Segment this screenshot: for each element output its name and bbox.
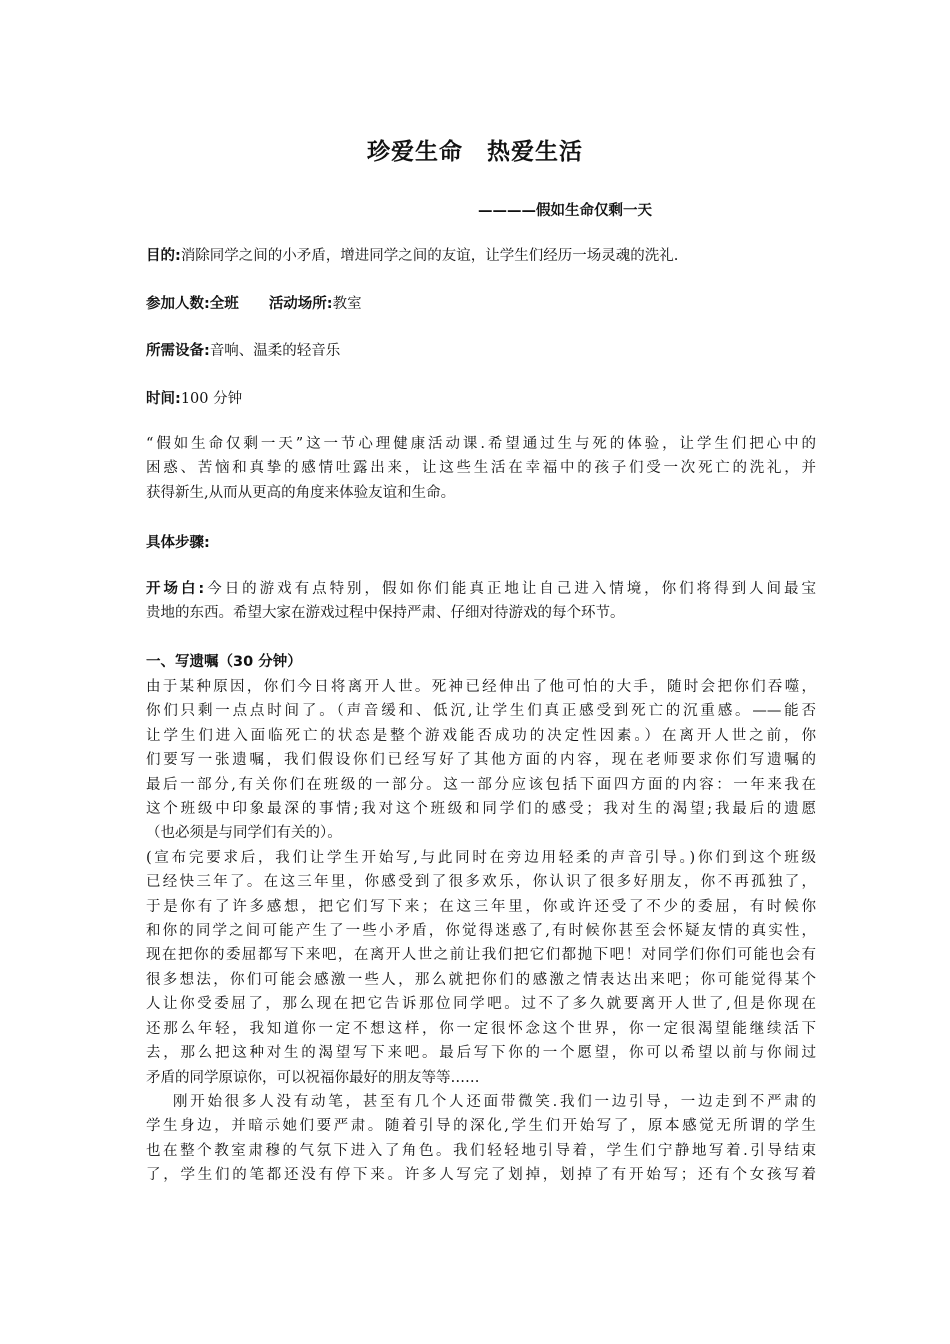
body-line: 人让你受委屈了，那么现在把它告诉那位同学吧。过不了多久就要离开人世了,但是你现在 xyxy=(146,996,816,1013)
steps-heading: 具体步骤: xyxy=(146,535,210,551)
body-line: 你们只剩一点点时间了。（声音缓和、低沉,让学生们真正感受到死亡的沉重感。——能否 xyxy=(146,703,816,720)
body-line: 由于某种原因，你们今日将离开人世。死神已经伸出了他可怕的大手，随时会把你们吞噬， xyxy=(146,679,816,695)
equipment-line xyxy=(146,341,340,361)
body-line: 这个班级中印象最深的事情;我对这个班级和同学们的感受；我对生的渴望;我最后的遗愿 xyxy=(146,801,816,818)
body-line: 刚开始很多人没有动笔，甚至有几个人还面带微笑.我们一边引导，一边走到不严肃的 xyxy=(173,1093,816,1110)
intro-paragraph xyxy=(146,432,816,505)
body-line: 矛盾的同学原谅你，可以祝福你最好的朋友等等…… xyxy=(146,1069,480,1086)
time-line xyxy=(146,389,242,409)
body-line: 还那么年轻，我知道你一定不想这样，你一定很怀念这个世界，你一定很渴望能继续活下 xyxy=(146,1020,816,1037)
body-line: 已经快三年了。在这三年里，你感受到了很多欢乐，你认识了很多好朋友，你不再孤独了， xyxy=(146,874,816,891)
time-label: 时间: xyxy=(146,391,181,407)
body-line: 现在把你的委屈都写下来吧，在离开人世之前让我们把它们都抛下吧！对同学们你们可能也会有 xyxy=(146,947,816,964)
page-title: 珍爱生命 热爱生活 xyxy=(367,139,583,165)
section-heading: 一、写遗嘱（30 分钟） xyxy=(146,654,302,670)
opening-paragraph xyxy=(146,577,816,626)
intro-line: 困惑、苦恼和真挚的感情吐露出来，让这些生活在幸福中的孩子们受一次死亡的洗礼，并 xyxy=(146,460,816,477)
purpose-text: 消除同学之间的小矛盾，增进同学之间的友谊，让学生们经历一场灵魂的洗礼. xyxy=(180,248,679,264)
body-line: 去，那么把这种对生的渴望写下来吧。最后写下你的一个愿望，你可以希望以前与你闹过 xyxy=(146,1045,816,1062)
participants-line xyxy=(146,294,362,314)
time-text: 100 分钟 xyxy=(180,391,243,407)
opening-line xyxy=(146,577,816,601)
section-body xyxy=(146,675,816,1188)
equipment-label: 所需设备: xyxy=(146,343,210,359)
purpose-label: 目的: xyxy=(146,248,181,264)
body-line: 让学生们进入面临死亡的状态是整个游戏能否成功的决定性因素。）在离开人世之前，你 xyxy=(146,727,816,744)
body-line: （也必须是与同学们有关的）。 xyxy=(146,825,342,842)
body-line: 们要写一张遗嘱，我们假设你们已经写好了其他方面的内容，现在老师要求你们写遗嘱的 xyxy=(146,752,816,769)
opening-text: 今日的游戏有点特别，假如你们能真正地让自己进入情境，你们将得到人间最宝 xyxy=(204,581,816,597)
page-subtitle: ————假如生命仅剩一天 xyxy=(478,203,652,219)
body-line: 也在整个教室肃穆的气氛下进入了角色。我们轻轻地引导着，学生们宁静地写着.引导结束 xyxy=(146,1142,816,1159)
purpose-line xyxy=(146,246,678,266)
opening-line: 贵地的东西。希望大家在游戏过程中保持严肃、仔细对待游戏的每个环节。 xyxy=(146,605,625,622)
body-line: 很多想法，你们可能会感激一些人，那么就把你们的感激之情表达出来吧；你可能觉得某个 xyxy=(146,971,816,988)
body-line: 最后一部分,有关你们在班级的一部分。这一部分应该包括下面四方面的内容：一年来我在 xyxy=(146,776,816,793)
body-line: 了，学生们的笔都还没有停下来。许多人写完了划掉，划掉了有开始写；还有个女孩写着 xyxy=(146,1167,816,1184)
intro-line: “假如生命仅剩一天”这一节心理健康活动课.希望通过生与死的体验，让学生们把心中的 xyxy=(146,436,816,452)
intro-line: 获得新生,从而从更高的角度来体验友谊和生命。 xyxy=(146,484,456,501)
venue-text: 教室 xyxy=(332,296,362,312)
body-line: 于是你有了许多感想，把它们写下来；在这三年里，你或许还受了不少的委屈，有时候你 xyxy=(146,898,816,915)
participants-label: 参加人数:全班 xyxy=(146,296,239,312)
venue-label: 活动场所: xyxy=(268,296,333,312)
opening-label: 开场白: xyxy=(146,581,205,597)
body-line: 学生身边，并暗示她们要严肃。随着引导的深化,学生们开始写了，原本感觉无所谓的学生 xyxy=(146,1118,816,1135)
body-line: 和你的同学之间可能产生了一些小矛盾，你觉得迷惑了,有时候你甚至会怀疑友情的真实性， xyxy=(146,923,816,940)
body-line: (宣布完要求后，我们让学生开始写,与此同时在旁边用轻柔的声音引导。)你们到这个班级 xyxy=(146,849,816,866)
equipment-text: 音响、温柔的轻音乐 xyxy=(209,343,341,359)
